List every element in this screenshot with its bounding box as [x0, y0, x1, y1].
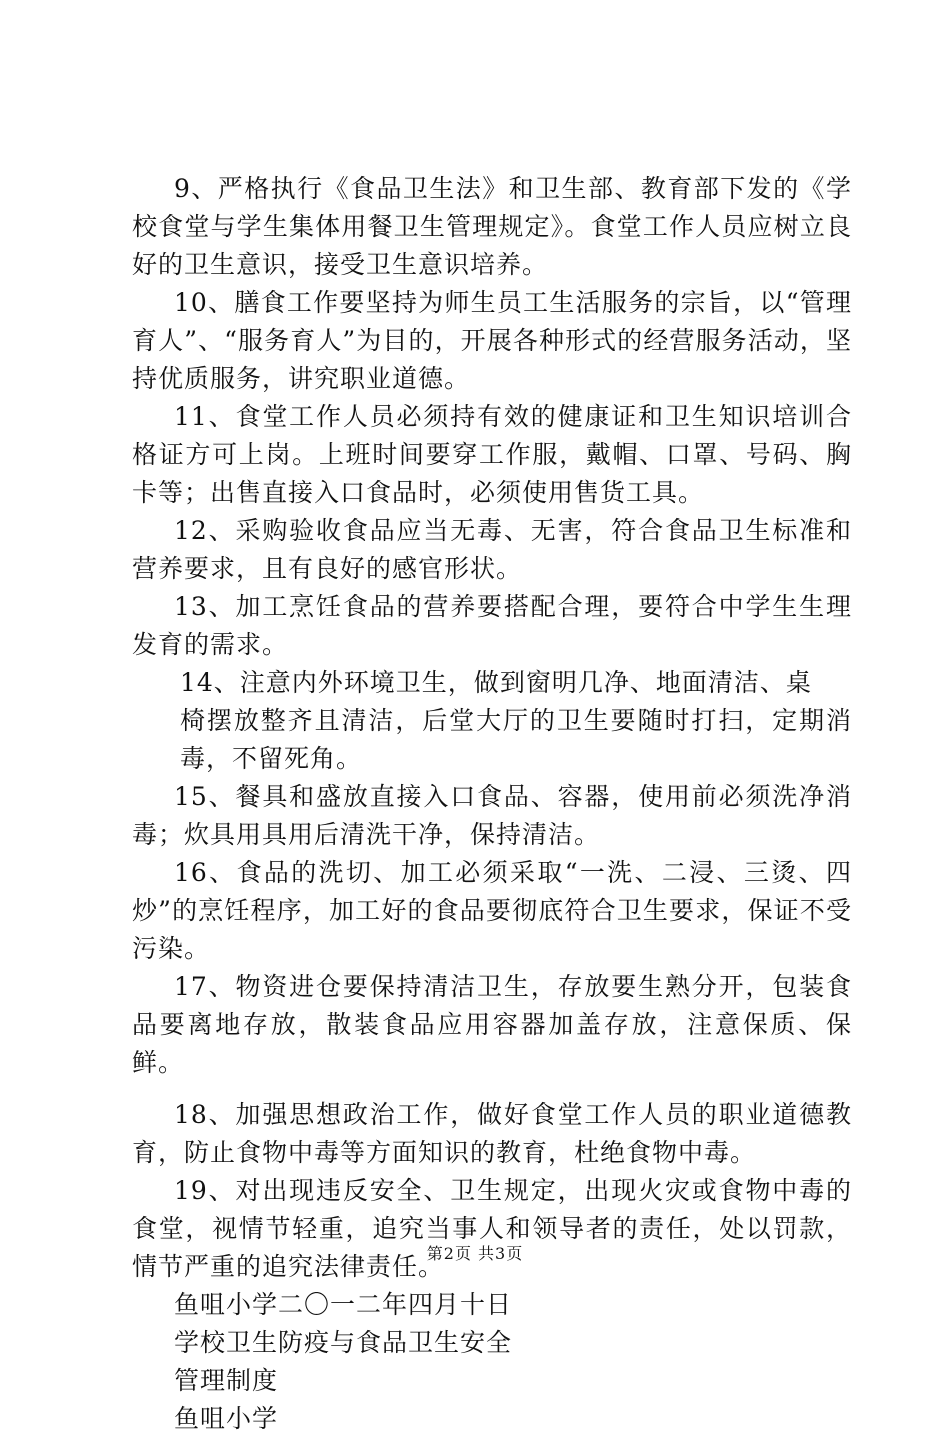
paragraph-13: 13、加工烹饪食品的营养要搭配合理，要符合中学生生理发育的需求。 [132, 592, 852, 659]
paragraph-17: 17、物资进仓要保持清洁卫生，存放要生熟分开，包装食品要离地存放，散装食品应用容器加盖存放，注意保质、保鲜。 [132, 972, 852, 1077]
paragraph-19: 19、对出现违反安全、卫生规定，出现火灾或食物中毒的食堂，视情节轻重，追究当事人和领导者的责任，处以罚款，情节严重的追究法律责任。 [132, 1176, 852, 1281]
paragraph-9: 9、严格执行《食品卫生法》和卫生部、教育部下发的《学校食堂与学生集体用餐卫生管理规定》。食堂工作人员应树立良好的卫生意识，接受卫生意识培养。 [132, 174, 852, 279]
paragraph-11: 11、食堂工作人员必须持有效的健康证和卫生知识培训合格证方可上岗。上班时间要穿工作服，戴帽、口罩、号码、胸卡等；出售直接入口食品时，必须使用售货工具。 [132, 402, 852, 507]
document-title-line-2: 管理制度 [174, 1366, 279, 1395]
paragraph-14-continuation: 椅摆放整齐且清洁，后堂大厅的卫生要随时打扫，定期消毒，不留死角。 [180, 706, 852, 773]
page-number-footer: 第2页 共3页 [426, 1244, 524, 1263]
document-title-line-1: 学校卫生防疫与食品卫生安全 [174, 1328, 513, 1357]
paragraph-12: 12、采购验收食品应当无毒、无害，符合食品卫生标准和营养要求，且有良好的感官形状。 [132, 516, 852, 583]
signature-school: 鱼咀小学 [174, 1404, 279, 1433]
paragraph-18: 18、加强思想政治工作，做好食堂工作人员的职业道德教育，防止食物中毒等方面知识的教育，杜绝食物中毒。 [132, 1100, 852, 1167]
paragraph-14-first-line: 14、注意内外环境卫生，做到窗明几净、地面清洁、桌 [180, 668, 812, 697]
paragraph-15: 15、餐具和盛放直接入口食品、容器，使用前必须洗净消毒；炊具用具用后清洗干净，保持清洁。 [132, 782, 852, 849]
paragraph-10: 10、膳食工作要坚持为师生员工生活服务的宗旨，以“管理育人”、“服务育人”为目的，开展各种形式的经营服务活动，坚持优质服务，讲究职业道德。 [132, 288, 852, 393]
signature-date: 鱼咀小学二〇一二年四月十日 [174, 1290, 513, 1319]
paragraph-16: 16、食品的洗切、加工必须采取“一洗、二浸、三烫、四炒”的烹饪程序，加工好的食品要彻底符合卫生要求，保证不受污染。 [132, 858, 852, 963]
